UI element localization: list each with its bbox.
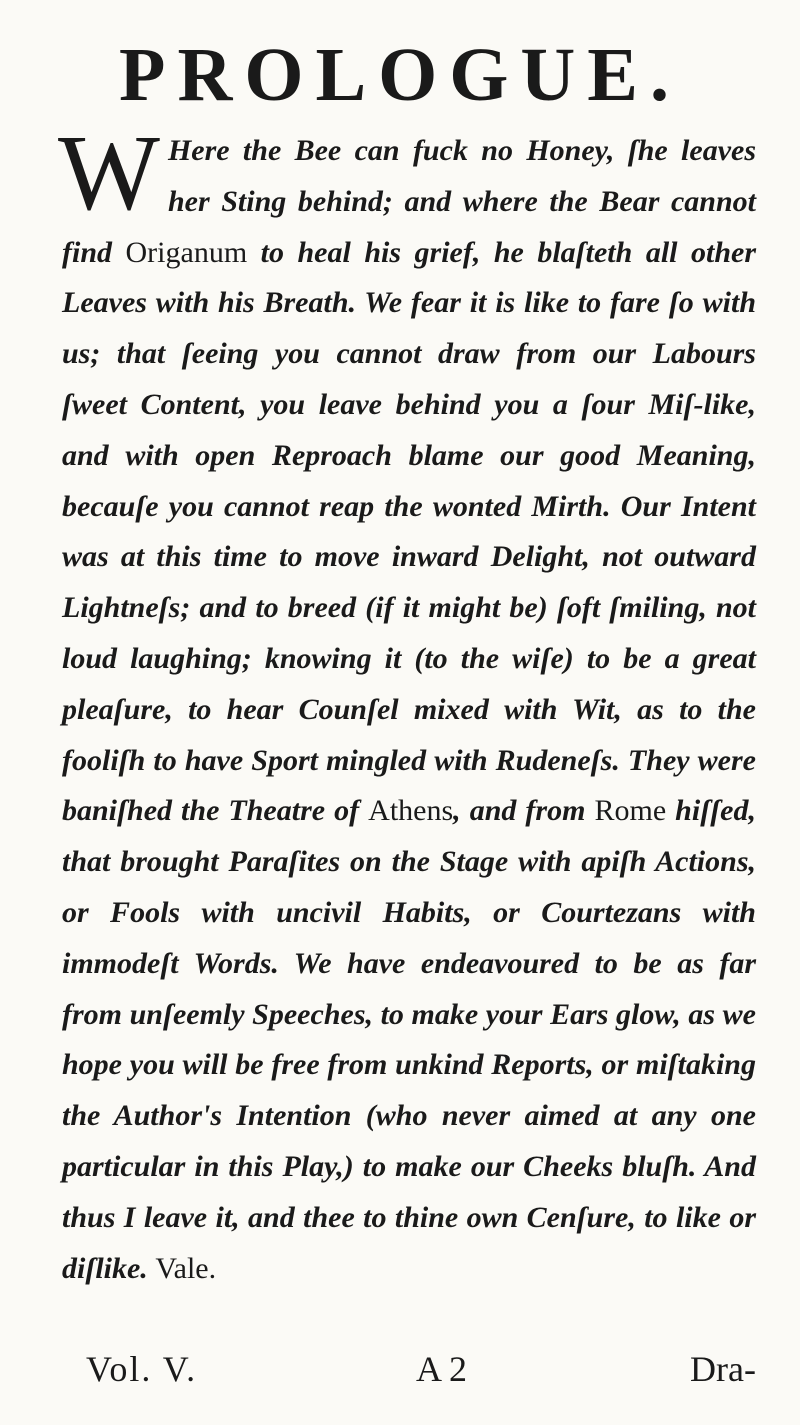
- catchword: Dra-: [690, 1349, 756, 1389]
- prologue-segment: to heal his grief, he blaſteth all other Leaves with his Breath. We fear it is like to fare ſo with us; that ſeeing you cannot draw from our Labours ſweet Content, you leave behind you a ſour Miſ-like, and with open Reproach blame our good Meaning, becauſe you cannot reap the wonted Mirth. Our Intent was at this time to move inward Delight, not outward Lightneſs; and to breed (if it might be) ſoft ſmiling, not loud laughing; knowing it (to the wiſe) to be a great pleaſure, to hear Counſel mixed with Wit, as to the fooliſh to have Sport mingled with Rudeneſs. They were baniſhed the Theatre of: [62, 235, 756, 828]
- prologue-segment: hiſſed, that brought Paraſites on the Stage with apiſh Actions, or Fools with uncivil Habits, or Courtezans with immodeſt Words. We have endeavoured to be as far from unſeemly Speeches, to make your Ears glow, as we hope you will be free from unkind Reports, or miſtaking the Author's Intention (who never aimed at any one particular in this Play,) to make our Cheeks bluſh. And thus I leave it, and thee to thine own Cenſure, to like or diſlike.: [62, 794, 756, 1285]
- roman-word-vale: Vale.: [155, 1251, 217, 1285]
- roman-word-origanum: Origanum: [125, 235, 248, 269]
- prologue-text: [58, 114, 756, 1294]
- signature-mark: A 2: [416, 1349, 468, 1389]
- drop-cap: W: [58, 114, 160, 233]
- roman-word-rome: Rome: [594, 794, 667, 828]
- prologue-segment: Here the Bee can fuck no Honey, ſhe leaves her Sting behind; and where the Bear cannot find: [62, 134, 756, 269]
- volume-label: Vol. V.: [86, 1349, 198, 1389]
- roman-word-athens: Athens: [368, 794, 454, 828]
- page-title: PROLOGUE.: [119, 33, 681, 117]
- page-footer: [86, 1346, 756, 1392]
- prologue-segment: , and from: [453, 794, 595, 828]
